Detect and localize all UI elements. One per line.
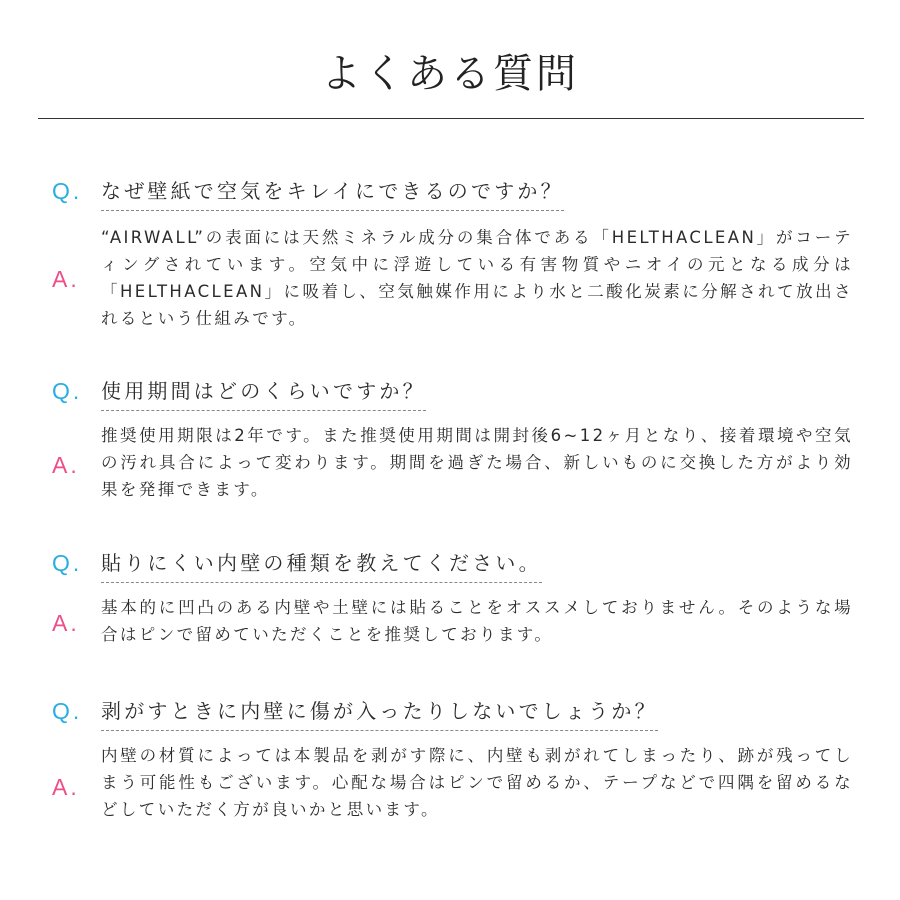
answer-mark-label: A. xyxy=(52,452,80,478)
question-text: 貼りにくい内壁の種類を教えてください。 xyxy=(101,546,542,583)
answer-text: 内壁の材質によっては本製品を剥がす際に、内壁も剥がれてしまったり、跡が残ってしまう可能性もございます。心配な場合はピンで留めるか、テープなどで四隅を留めるなどしていただく方が良いかと思います。 xyxy=(101,746,853,819)
answer-mark-label: A. xyxy=(52,774,80,800)
question-mark-label: Q. xyxy=(52,178,83,204)
question-mark-label: Q. xyxy=(52,378,83,404)
question-text: 剥がすときに内壁に傷が入ったりしないでしょうか？ xyxy=(101,694,658,731)
question-mark-label: Q. xyxy=(52,698,83,724)
answer-mark-label: A. xyxy=(52,266,80,292)
answer-text: 基本的に凹凸のある内壁や土壁には貼ることをオススメしておりません。そのような場合はピンで留めていただくことを推奨しております。 xyxy=(101,598,853,644)
question-mark-label: Q. xyxy=(52,550,83,576)
answer-text: “AIRWALL”の表面には天然ミネラル成分の集合体である「HELTHACLEAN」がコーティングされています。空気中に浮遊している有害物質やニオイの元となる成分は「HELTHACLEAN」に吸着し、空気触媒作用により水と二酸化炭素に分解されて放出されるという仕組みです。 xyxy=(101,228,853,328)
title-divider xyxy=(38,118,864,119)
answer-text: 推奨使用期限は2年です。また推奨使用期間は開封後6~12ヶ月となり、接着環境や空気の汚れ具合によって変わります。期間を過ぎた場合、新しいものに交換した方がより効果を発揮できます。 xyxy=(101,426,853,499)
page-title: よくある質問 xyxy=(321,51,579,97)
answer-mark-label: A. xyxy=(52,610,80,636)
question-text: なぜ壁紙で空気をキレイにできるのですか？ xyxy=(101,174,564,211)
question-text: 使用期間はどのくらいですか？ xyxy=(101,374,426,411)
